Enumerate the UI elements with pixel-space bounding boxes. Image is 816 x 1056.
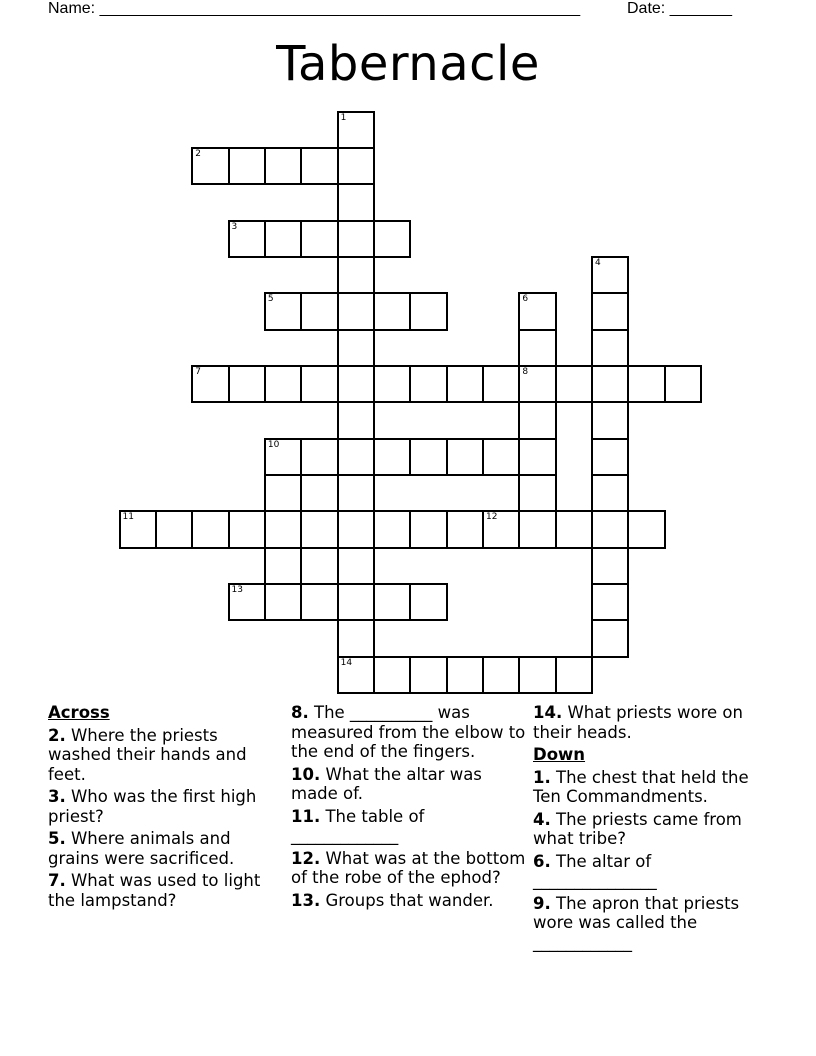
cell-number: 7 (195, 366, 201, 377)
grid-cell[interactable] (264, 292, 302, 330)
cell-number: 1 (340, 112, 347, 123)
grid-cell[interactable] (518, 365, 556, 403)
clue-item (533, 810, 769, 849)
clue-item (48, 871, 273, 910)
grid-cell[interactable] (627, 365, 665, 403)
grid-cell[interactable] (409, 583, 447, 621)
cell-number: 3 (231, 221, 238, 232)
cell-number: 6 (522, 294, 529, 305)
grid-cell[interactable] (155, 510, 193, 548)
grid-cell[interactable] (264, 474, 302, 512)
grid-cell[interactable] (518, 474, 556, 512)
grid-cell[interactable] (337, 474, 375, 512)
clue-item (48, 787, 273, 826)
clue-number: 3. (48, 787, 66, 806)
grid-cell[interactable] (264, 220, 302, 258)
grid-cell[interactable] (337, 401, 375, 439)
grid-cell[interactable] (337, 329, 375, 367)
date-field-label: Date: _______ (627, 0, 732, 17)
clue-number: 7. (48, 871, 66, 890)
grid-cell[interactable] (337, 147, 375, 185)
clue-number: 8. (291, 703, 309, 722)
grid-cell[interactable] (482, 438, 520, 476)
clue-item (48, 726, 273, 785)
clue-number: 12. (291, 848, 321, 868)
grid-cell[interactable] (337, 438, 375, 476)
grid-cell[interactable] (228, 365, 266, 403)
grid-cell[interactable] (228, 510, 266, 548)
grid-cell[interactable] (627, 510, 665, 548)
clue-text: What was at the bottom of the robe of the ephod? (291, 848, 526, 887)
grid-cell[interactable] (446, 510, 484, 548)
grid-cell[interactable] (591, 256, 629, 294)
grid-cell[interactable] (591, 619, 629, 657)
grid-cell[interactable] (264, 583, 302, 621)
cell-number: 13 (231, 585, 243, 596)
grid-cell[interactable] (555, 510, 593, 548)
grid-cell[interactable] (518, 656, 556, 694)
grid-cell[interactable] (337, 292, 375, 330)
clue-text: The apron that priests wore was called the ____________ (533, 893, 740, 952)
clues-column-2 (291, 703, 527, 913)
clues-column-1 (48, 703, 273, 913)
clue-text: The table of _____________ (291, 806, 425, 845)
clue-text: The __________ was measured from the elbow to the end of the fingers. (291, 703, 526, 761)
grid-cell[interactable] (591, 510, 629, 548)
clue-item (291, 765, 527, 804)
grid-cell[interactable] (518, 438, 556, 476)
grid-cell[interactable] (337, 365, 375, 403)
down-heading: Down (533, 745, 586, 764)
grid-cell[interactable] (373, 292, 411, 330)
clue-item (291, 891, 527, 911)
grid-cell[interactable] (591, 329, 629, 367)
puzzle-title: Tabernacle (276, 36, 540, 92)
grid-cell[interactable] (228, 583, 266, 621)
grid-cell[interactable] (119, 510, 157, 548)
grid-cell[interactable] (446, 656, 484, 694)
grid-cell[interactable] (409, 292, 447, 330)
grid-cell[interactable] (555, 656, 593, 694)
grid-cell[interactable] (264, 438, 302, 476)
clue-item (533, 703, 769, 742)
clue-text: Groups that wander. (320, 890, 494, 910)
clue-item (533, 852, 769, 891)
grid-cell[interactable] (409, 438, 447, 476)
clue-text: What was used to light the lampstand? (48, 871, 261, 910)
grid-cell[interactable] (591, 438, 629, 476)
grid-cell[interactable] (337, 510, 375, 548)
grid-cell[interactable] (191, 147, 229, 185)
grid-cell[interactable] (337, 183, 375, 221)
clue-text: Who was the first high priest? (48, 787, 257, 826)
clue-number: 6. (533, 851, 551, 871)
grid-cell[interactable] (300, 583, 338, 621)
clue-number: 13. (291, 890, 321, 910)
grid-cell[interactable] (409, 365, 447, 403)
clue-item (291, 807, 527, 846)
grid-cell[interactable] (373, 656, 411, 694)
clue-text: What the altar was made of. (291, 764, 482, 803)
clues-column-3 (533, 703, 769, 955)
grid-cell[interactable] (482, 656, 520, 694)
grid-cell[interactable] (409, 656, 447, 694)
clue-text: Where animals and grains were sacrificed. (48, 829, 235, 868)
grid-cell[interactable] (518, 292, 556, 330)
grid-cell[interactable] (373, 438, 411, 476)
clue-text: The priests came from what tribe? (533, 809, 742, 848)
grid-cell[interactable] (300, 438, 338, 476)
grid-cell[interactable] (591, 365, 629, 403)
grid-cell[interactable] (337, 220, 375, 258)
grid-cell[interactable] (591, 401, 629, 439)
cell-number: 5 (267, 294, 274, 305)
grid-cell[interactable] (337, 256, 375, 294)
grid-cell[interactable] (228, 220, 266, 258)
cell-number: 2 (195, 148, 201, 159)
clue-text: The altar of _______________ (533, 851, 657, 890)
clue-item (48, 829, 273, 868)
grid-cell[interactable] (300, 365, 338, 403)
grid-cell[interactable] (337, 619, 375, 657)
grid-cell[interactable] (591, 474, 629, 512)
name-field-label: Name: ______________________________________________________ (48, 0, 581, 17)
grid-cell[interactable] (373, 365, 411, 403)
grid-cell[interactable] (300, 147, 338, 185)
grid-cell[interactable] (300, 510, 338, 548)
grid-cell[interactable] (482, 510, 520, 548)
clue-number: 14. (533, 703, 563, 722)
grid-cell[interactable] (591, 547, 629, 585)
clue-text: The chest that held the Ten Commandments. (533, 767, 749, 806)
cell-number: 10 (267, 439, 280, 450)
clue-number: 5. (48, 829, 66, 848)
grid-cell[interactable] (555, 365, 593, 403)
grid-cell[interactable] (518, 510, 556, 548)
clue-number: 1. (533, 767, 551, 787)
grid-cell[interactable] (300, 220, 338, 258)
grid-cell[interactable] (518, 329, 556, 367)
grid-cell[interactable] (337, 656, 375, 694)
grid-cell[interactable] (591, 292, 629, 330)
clue-number: 9. (533, 893, 551, 913)
clue-number: 11. (291, 806, 321, 826)
clue-item (533, 768, 769, 807)
grid-cell[interactable] (373, 583, 411, 621)
grid-cell[interactable] (191, 510, 229, 548)
across-heading: Across (48, 703, 110, 722)
cell-number: 12 (486, 512, 498, 523)
grid-cell[interactable] (373, 220, 411, 258)
cell-number: 4 (595, 257, 601, 268)
cell-number: 11 (122, 512, 134, 523)
grid-cell[interactable] (591, 583, 629, 621)
clue-number: 4. (533, 809, 551, 829)
grid-cell[interactable] (446, 438, 484, 476)
grid-cell[interactable] (482, 365, 520, 403)
grid-cell[interactable] (337, 547, 375, 585)
cell-number: 14 (340, 657, 353, 668)
grid-cell[interactable] (373, 510, 411, 548)
grid-cell[interactable] (337, 111, 375, 149)
grid-cell[interactable] (300, 292, 338, 330)
grid-cell[interactable] (191, 365, 229, 403)
grid-cell[interactable] (409, 510, 447, 548)
grid-cell[interactable] (264, 547, 302, 585)
clue-number: 10. (291, 764, 321, 784)
clue-text: Where the priests washed their hands and feet. (48, 725, 247, 784)
grid-cell[interactable] (446, 365, 484, 403)
clue-item (533, 894, 769, 953)
grid-cell[interactable] (518, 401, 556, 439)
grid-cell[interactable] (664, 365, 702, 403)
clue-number: 2. (48, 725, 66, 745)
grid-cell[interactable] (337, 583, 375, 621)
clue-item (291, 849, 527, 888)
grid-cell[interactable] (264, 365, 302, 403)
grid-cell[interactable] (264, 147, 302, 185)
clue-text: What priests wore on their heads. (533, 703, 743, 742)
cell-number: 8 (522, 366, 529, 377)
grid-cell[interactable] (264, 510, 302, 548)
grid-cell[interactable] (228, 147, 266, 185)
clue-item (291, 703, 527, 762)
